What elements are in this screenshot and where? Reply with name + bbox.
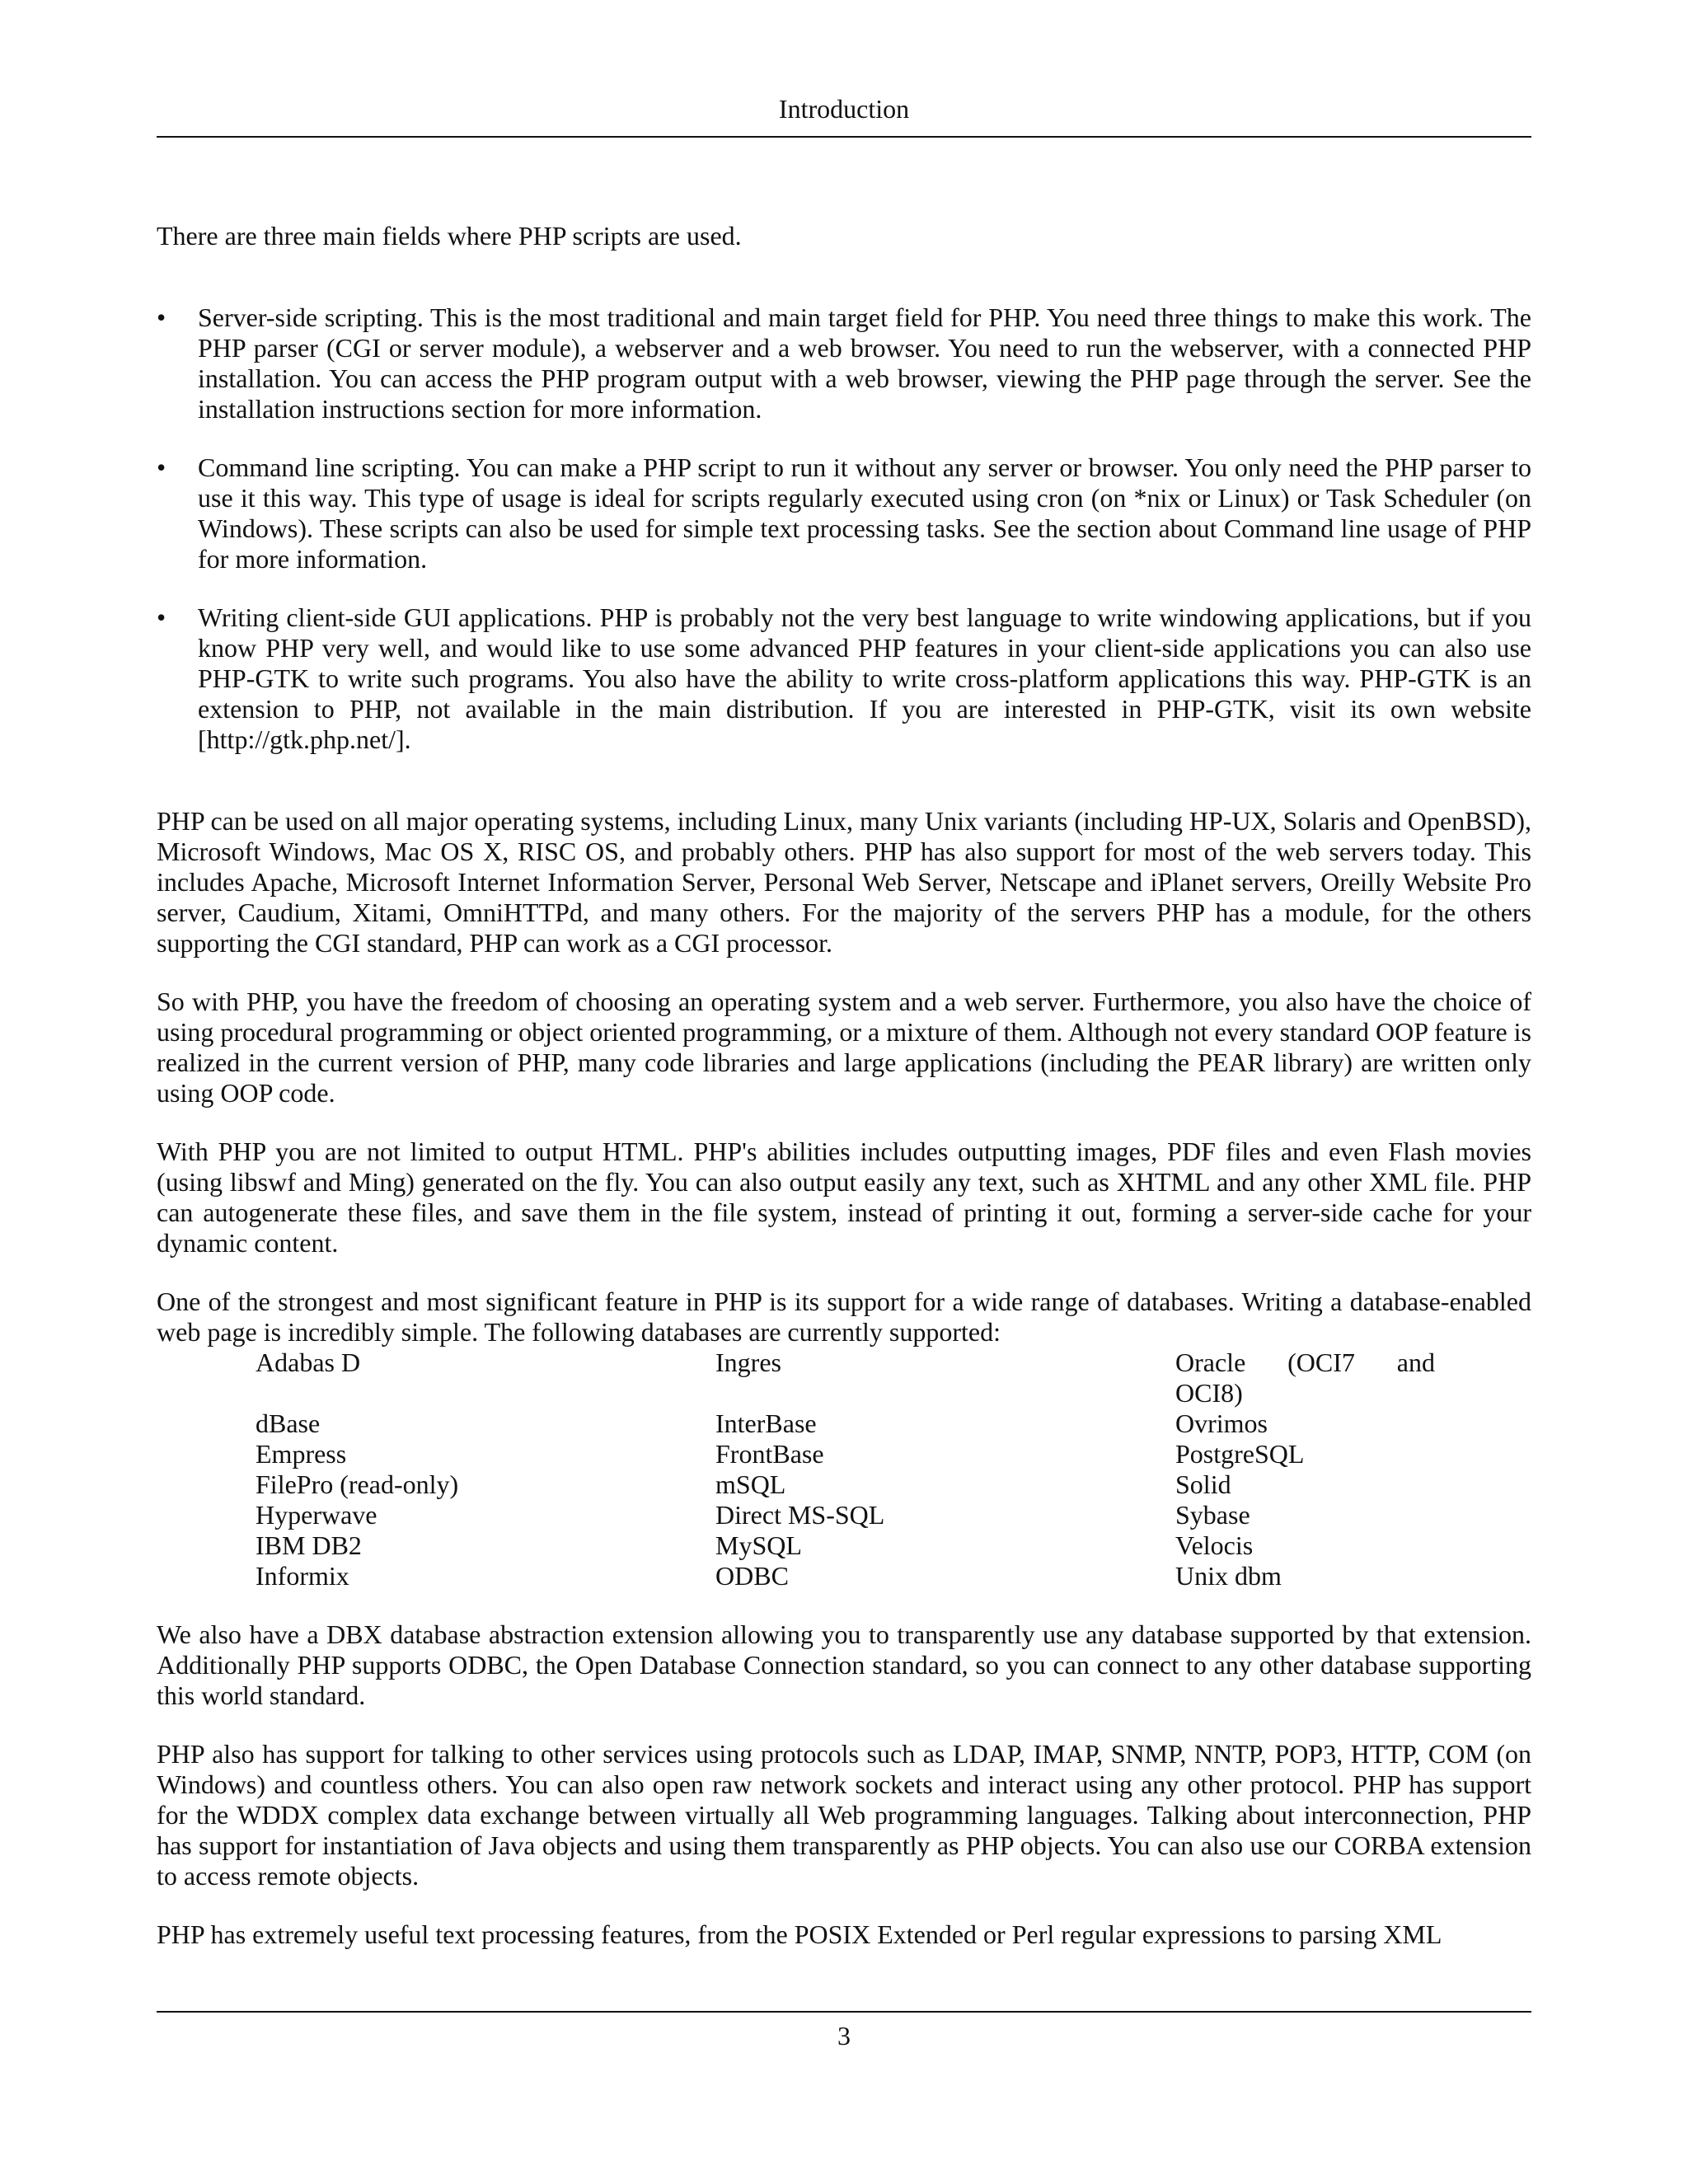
table-cell <box>1175 1347 1435 1408</box>
table-cell: Solid <box>1175 1469 1231 1499</box>
table-cell: FrontBase <box>715 1439 824 1469</box>
table-cell: Hyperwave <box>256 1500 377 1530</box>
table-row <box>256 1530 1435 1561</box>
usage-list <box>157 302 1531 755</box>
body-paragraph: With PHP you are not limited to output HTML. PHP's abilities includes outputting images, PDF files and even Flash movies (using libswf and Ming) generated on the fly. You can also output easily any text, such as XHTML and any other XML file. PHP can autogenerate these files, and save them in the file system, instead of printing it out, forming a server-side cache for your dynamic content. <box>157 1137 1531 1258</box>
table-cell: Adabas D <box>256 1347 361 1377</box>
body-paragraph: We also have a DBX database abstraction extension allowing you to transparently use any database supported by that extension. Additionally PHP supports ODBC, the Open Database Connection standard, so you can connect to any other database supporting this world standard. <box>157 1619 1531 1710</box>
list-item <box>157 302 1531 424</box>
table-cell: InterBase <box>715 1408 817 1438</box>
body-paragraph: One of the strongest and most significant feature in PHP is its support for a wide range of databases. Writing a database-enabled web page is incredibly simple. The following databases are currently supported: <box>157 1286 1531 1347</box>
list-item-text: Command line scripting. You can make a PHP script to run it without any server or browser. You only need the PHP parser to use it this way. This type of usage is ideal for scripts regularly executed using cron (on *nix or Linux) or Task Scheduler (on Windows). These scripts can also be used for simple text processing tasks. See the section about Command line usage of PHP for more information. <box>198 452 1531 574</box>
body-paragraph: So with PHP, you have the freedom of choosing an operating system and a web server. Furthermore, you also have the choice of using procedural programming or object oriented programming, or a mixture of them. Although not every standard OOP feature is realized in the current version of PHP, many code libraries and large applications (including the PEAR library) are written only using OOP code. <box>157 987 1531 1108</box>
table-row <box>256 1469 1435 1500</box>
header-rule <box>157 136 1531 138</box>
footer-rule <box>157 2011 1531 2013</box>
body-paragraph: PHP also has support for talking to other services using protocols such as LDAP, IMAP, SNMP, NNTP, POP3, HTTP, COM (on Windows) and countless others. You can also open raw network sockets and interact using any other protocol. PHP has support for the WDDX complex data exchange between virtually all Web programming languages. Talking about interconnection, PHP has support for instantiation of Java objects and using them transparently as PHP objects. You can also use our CORBA extension to access remote objects. <box>157 1739 1531 1891</box>
database-table <box>256 1347 1435 1591</box>
body-paragraph: PHP has extremely useful text processing features, from the POSIX Extended or Perl regular expressions to parsing XML <box>157 1919 1442 1949</box>
table-cell-line: OCI8) <box>1175 1378 1243 1408</box>
table-cell: Informix <box>256 1561 349 1591</box>
table-cell: Unix dbm <box>1175 1561 1282 1591</box>
table-row <box>256 1561 1435 1591</box>
page-content <box>157 221 1531 1950</box>
table-row <box>256 1408 1435 1439</box>
table-row <box>256 1500 1435 1530</box>
table-cell: Velocis <box>1175 1530 1254 1560</box>
table-cell: ODBC <box>715 1561 789 1591</box>
bullet-icon: • <box>157 602 166 632</box>
table-cell: IBM DB2 <box>256 1530 362 1560</box>
table-cell: FilePro (read-only) <box>256 1469 459 1499</box>
table-cell: PostgreSQL <box>1175 1439 1305 1469</box>
table-cell: Ovrimos <box>1175 1408 1268 1438</box>
table-cell: Ingres <box>715 1347 781 1377</box>
body-paragraph: PHP can be used on all major operating systems, including Linux, many Unix variants (including HP-UX, Solaris and OpenBSD), Microsoft Windows, Mac OS X, RISC OS, and probably others. PHP has also support for most of the web servers today. This includes Apache, Microsoft Internet Information Server, Personal Web Server, Netscape and iPlanet servers, Oreilly Website Pro server, Caudium, Xitami, OmniHTTPd, and many others. For the majority of the servers PHP has a module, for the others supporting the CGI standard, PHP can work as a CGI processor. <box>157 806 1531 958</box>
table-cell: Direct MS-SQL <box>715 1500 885 1530</box>
bullet-icon: • <box>157 302 166 332</box>
running-header: Introduction <box>778 94 910 124</box>
page-number: 3 <box>837 2021 851 2050</box>
table-cell-line: Oracle (OCI7 and <box>1175 1347 1435 1377</box>
intro-paragraph: There are three main fields where PHP scripts are used. <box>157 221 742 251</box>
list-item <box>157 602 1531 755</box>
list-item-text: Server-side scripting. This is the most traditional and main target field for PHP. You need three things to make this work. The PHP parser (CGI or server module), a webserver and a web browser. You need to run the webserver, with a connected PHP installation. You can access the PHP program output with a web browser, viewing the PHP page through the server. See the installation instructions section for more information. <box>198 302 1531 424</box>
document-page <box>157 0 1531 2184</box>
table-cell: Sybase <box>1175 1500 1250 1530</box>
bullet-icon: • <box>157 452 166 482</box>
list-item <box>157 452 1531 574</box>
table-cell: Empress <box>256 1439 347 1469</box>
list-item-text: Writing client-side GUI applications. PHP is probably not the very best language to write windowing applications, but if you know PHP very well, and would like to use some advanced PHP features in your client-side applications you can also use PHP-GTK to write such programs. You also have the ability to write cross-platform applications this way. PHP-GTK is an extension to PHP, not available in the main distribution. If you are interested in PHP-GTK, visit its own website [http://gtk.php.net/]. <box>198 602 1531 754</box>
table-row <box>256 1439 1435 1469</box>
table-cell: dBase <box>256 1408 321 1438</box>
table-row <box>256 1347 1435 1408</box>
table-cell: MySQL <box>715 1530 802 1560</box>
table-cell: mSQL <box>715 1469 786 1499</box>
